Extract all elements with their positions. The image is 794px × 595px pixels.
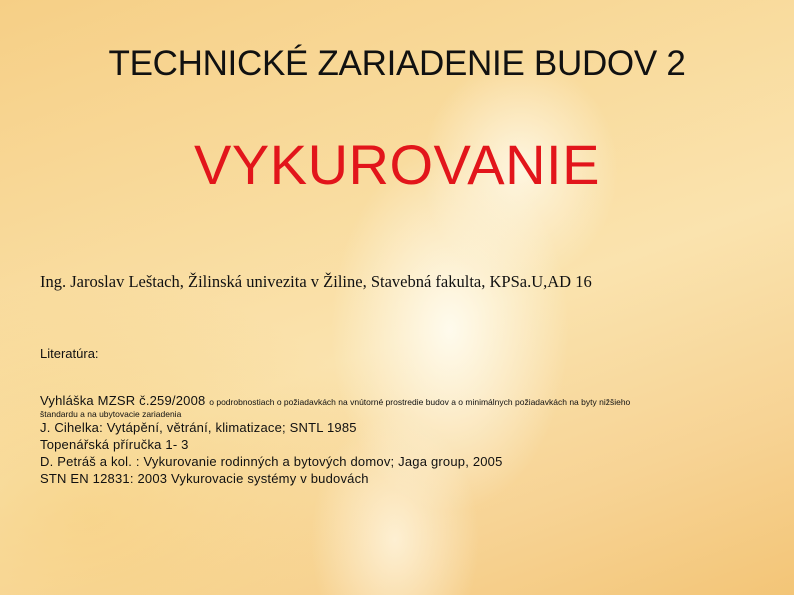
reference-item-5: STN EN 12831: 2003 Vykurovacie systémy v budovách xyxy=(40,471,369,486)
author-line: Ing. Jaroslav Leštach, Žilinská univezita v Žiline, Stavebná fakulta, KPSa.U,AD 16 xyxy=(40,272,592,291)
reference-1-detail-continued: štandardu a na ubytovacie zariadenia xyxy=(40,409,182,419)
slide-title: TECHNICKÉ ZARIADENIE BUDOV 2 xyxy=(108,44,686,83)
reference-item-1 xyxy=(40,393,630,408)
reference-item-4: D. Petráš a kol. : Vykurovanie rodinných a bytových domov; Jaga group, 2005 xyxy=(40,454,503,469)
literature-heading: Literatúra: xyxy=(40,346,99,361)
reference-1-detail: o podrobnostiach o požiadavkách na vnútorné prostredie budov a o minimálnych požiadavkách na byty nižšieho xyxy=(209,397,631,407)
reference-item-3: Topenářská příručka 1- 3 xyxy=(40,437,189,452)
reference-item-2: J. Cihelka: Vytápění, větrání, klimatizace; SNTL 1985 xyxy=(40,420,357,435)
slide-subtitle: VYKUROVANIE xyxy=(194,133,600,196)
reference-1-title: Vyhláška MZSR č.259/2008 xyxy=(40,393,206,408)
